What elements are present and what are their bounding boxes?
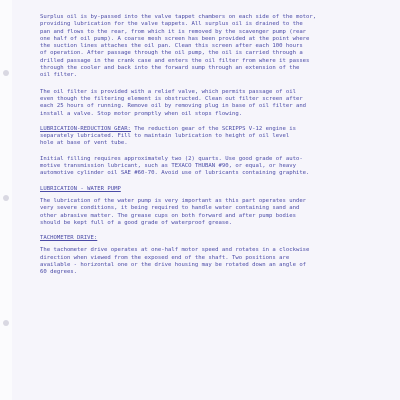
text-line: automotive cylinder oil SAE #60-70. Avoid use of lubricants containing graphite. (40, 170, 310, 177)
text-line: through the cooler and back into the forward sump through an extension of the (40, 65, 300, 72)
text-line: the suction lines attaches the oil pan. Clean this screen after each 100 hours (40, 43, 303, 50)
text-line: The lubrication of the water pump is very important as this part operates under (40, 197, 307, 204)
text-line: available - horizontal one or the drive housing may be rotated down an angle of (40, 262, 307, 269)
text-run: The reduction gear of the SCRIPPS V-12 engine is (130, 125, 296, 132)
text-line: drilled passage in the crank case and enters the oil filter from where it passes (40, 57, 310, 64)
text-line: Initial filling requires approximately two (2) quarts. Use good grade of auto- (40, 155, 303, 162)
text-line: motive transmission lubricant, such as TEXACO THUBAN #90, or equal, or heavy (40, 163, 296, 170)
text-line: hole at base of vent tube. (40, 140, 128, 147)
text-line: should be kept full of a good grade of waterproof grease. (40, 219, 232, 226)
punch-hole (3, 320, 9, 326)
document-body (40, 14, 390, 277)
section-tachometer-drive (40, 235, 390, 276)
section-heading: TACHOMETER DRIVE: (40, 235, 98, 242)
text-line: providing lubrication for the valve tappets. All surplus oil is drained to the (40, 21, 303, 28)
text-line: oil filter. (40, 72, 78, 79)
text-line: even though the filtering element is obstructed. Clean out filter screen after (40, 95, 303, 102)
text-line: Surplus oil is by-passed into the valve tappet chambers on each side of the motor, (40, 14, 317, 20)
paragraph-oil-filter (40, 89, 390, 118)
paragraph-initial-filling (40, 156, 390, 178)
text-line: separately lubricated. Fill to maintain lubrication to height of oil level (40, 133, 290, 140)
text-line (40, 126, 390, 133)
text-line: direction when viewed from the exposed end of the shaft. Two positions are (40, 254, 290, 261)
text-line: other abrasive matter. The grease cups on both forward and after pump bodies (40, 212, 296, 219)
text-line: install a valve. Stop motor promptly when oil stops flowing. (40, 110, 243, 117)
text-line (40, 186, 390, 193)
text-line: each 25 hours of running. Remove oil by removing plug in base of oil filter and (40, 103, 307, 110)
section-heading: LUBRICATION - WATER PUMP (40, 185, 121, 192)
text-line: The oil filter is provided with a relief valve, which permits passage of oil (40, 88, 296, 95)
text-line: of operation. After passage through the oil pump, the oil is carried through a (40, 50, 303, 57)
text-line: very severe conditions, it being required to handle water containing sand and (40, 205, 300, 212)
binder-edge (0, 0, 12, 400)
paragraph-oil-circulation (40, 14, 390, 80)
punch-hole (3, 195, 9, 201)
section-heading: LUBRICATION-REDUCTION GEAR: (40, 125, 131, 132)
text-line: 60 degrees. (40, 269, 78, 276)
text-line: pan and flows to the rear, from which it is removed by the scavenger pump (rear (40, 28, 307, 35)
text-line: The tachometer drive operates at one-half motor speed and rotates in a clockwise (40, 247, 310, 254)
text-line (40, 235, 390, 242)
text-line: one half of oil pump). A coarse mesh screen has been provided at the point where (40, 35, 310, 42)
section-water-pump (40, 186, 390, 227)
punch-hole (3, 70, 9, 76)
paragraph-reduction-gear (40, 126, 390, 148)
